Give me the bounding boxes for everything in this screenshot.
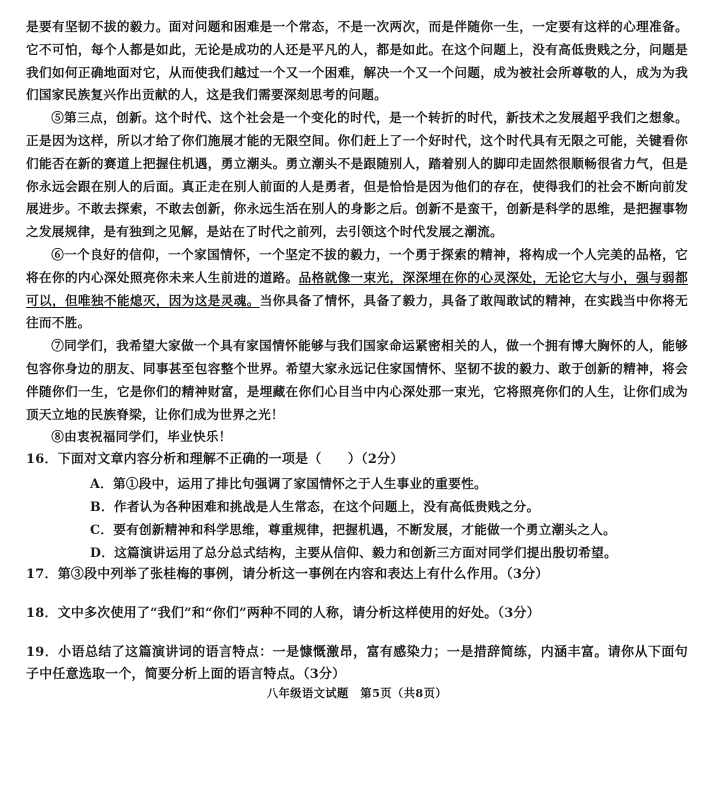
- paragraph-continued: 是要有坚韧不拔的毅力。面对问题和困难是一个常态，不是一次两次，而是伴随你一生，一定要有这样的心理准备。它不可怕，每个人都是如此，无论是成功的人还是平凡的人，都是如此。在这个问题上，没有高低贵贱之分，问题是我们如何正确地面对它，从而使我们越过一个又一个困难，解决一个又一个问题，成为被社会所尊敬的人，成为为我们国家民族复兴作出贡献的人，这是我们需要深刻思考的问题。: [26, 19, 688, 103]
- paragraph-6-tail: 当你具备了情怀，具备了毅力，具备了敢闯敢试的精神，在实践当中你将无往而不胜。: [26, 292, 689, 331]
- answer-space-18: [26, 626, 688, 642]
- paragraph-7: ⑦同学们，我希望大家做一个具有家国情怀能够与我们国家命运紧密相关的人，做一个拥有博大胸怀的人，能够包容你身边的朋友、同事甚至包容整个世界。希望大家永远记住家国情怀、坚韧不拔的毅力、敢于创新的精神，将会伴随你们一生，它是你们的精神财富，是埋藏在你们心目当中内心深处那一束光，它将照亮你们的人生，让你们成为顶天立地的民族脊梁，让你们成为世界之光！: [26, 338, 688, 422]
- question-16: 16．下面对文章内容分析和理解不正确的一项是（ ）（2分）: [26, 452, 404, 468]
- option-a: A．第①段中，运用了排比句强调了家国情怀之于人生事业的重要性。: [90, 475, 487, 491]
- paragraph-5: ⑤第三点，创新。这个时代、这个社会是一个变化的时代，是一个转折的时代，新技术之发展超乎我们之想象。正是因为这样，所以才给了你们施展才能的无限空间。你们赶上了一个好时代，这个时代具有无限之可能，关键看你们能否在新的赛道上把握住机遇，勇立潮头。勇立潮头不是跟随别人，踏着别人的脚印走固然很顺畅很省力气，但是你永远会跟在别人的后面。真正走在别人前面的人是勇者，但是恰恰是因为他们的存在，使得我们的社会不断向前发展进步。不敢去探索，不敢去创新，你永远生活在别人的身影之后。创新不是蛮干，创新是科学的思维，是把握事物之发展规律，是有独到之见解，是站在了时代之前列，去引领这个时代发展之潮流。: [26, 110, 688, 240]
- answer-space-17: [26, 587, 688, 603]
- question-18: 18．文中多次使用了“我们”和“你们”两种不同的人称，请分析这样使用的好处。（3分）: [26, 605, 540, 621]
- underlined-sentence: 品格就像一束光，深深埋在你的心灵深处，无论它大与小，强与弱都可以，但唯独不能熄灭，因为这是灵魂。: [26, 269, 688, 308]
- paragraph-6-lead: ⑥一个良好的信仰，一个家国情怀，一个坚定不拔的毅力，一个勇于探索的精神，将构成一个人完美的品格，它将在你的内心深处照亮你未来人生前进的道路。: [26, 246, 688, 285]
- option-c: C．要有创新精神和科学思维，尊重规律，把握机遇，不断发展，才能做一个勇立潮头之人。: [90, 521, 617, 537]
- option-b: B．作者认为各种困难和挑战是人生常态，在这个问题上，没有高低贵贱之分。: [90, 498, 540, 514]
- paragraph-8: ⑧由衷祝福同学们，毕业快乐！: [51, 429, 232, 445]
- paragraph-6: [26, 244, 688, 335]
- option-d: D．这篇演讲运用了总分总式结构，主要从信仰、毅力和创新三方面对同学们提出殷切希望。: [90, 544, 617, 560]
- page-footer: 八年级语文试题 第5页（共8页）: [266, 686, 448, 700]
- question-17: 17．第③段中列举了张桂梅的事例，请分析这一事例在内容和表达上有什么作用。（3分）: [26, 566, 549, 582]
- question-19: 19．小语总结了这篇演讲词的语言特点：一是慷慨激昂，富有感染力；一是措辞简练，内涵丰富。请你从下面句子中任意选取一个，简要分析上面的语言特点。（3分）: [26, 644, 688, 683]
